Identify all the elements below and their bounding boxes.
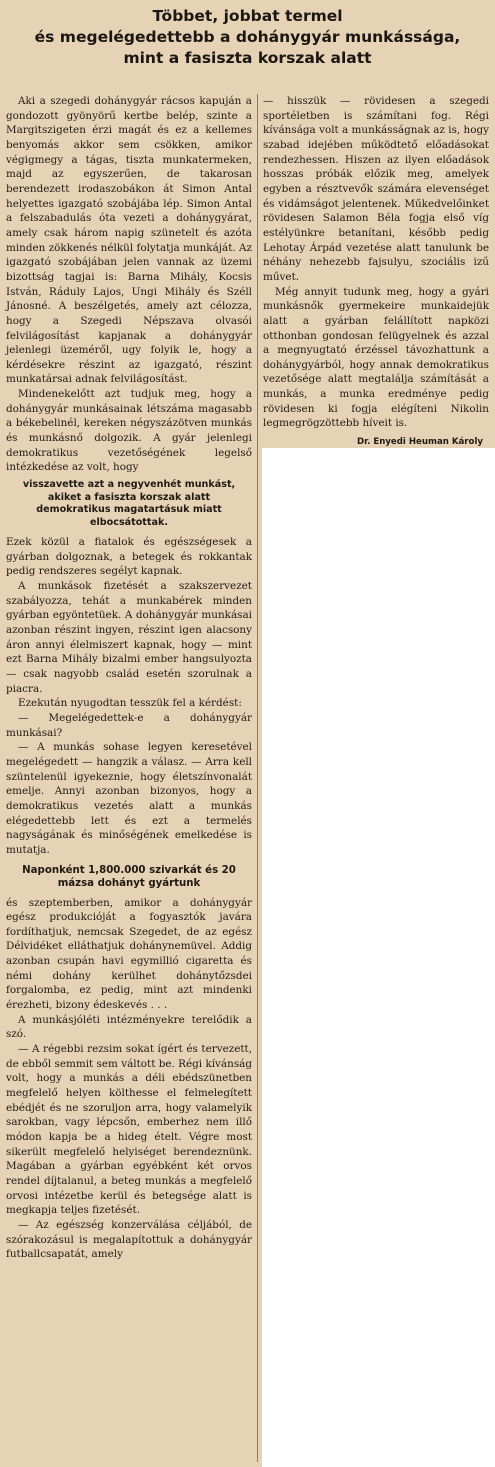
headline-line-2: és megelégedettebb a dohánygyár munkássága, [34, 28, 461, 46]
paragraph: — hisszük — rövidesen a szegedi sportéletben is számítani fog. Régi kívánsága volt a munkásságnak az is, hogy szabad idejében működtető előadásokat rendezhessen. Hiszen az ilyen előadások hosszas próbák előzik meg, amelyek egyben a résztvevők számára elevenséget és vidámságot jelentenek. Műkedvelőinket rövidesen Salamon Béla fogja első víg estélyünkre betanítani, később pedig Lehotay Árpád vezetése alatt tanulunk be néhány nehezebb fajsulyu, szociális izű művet. [263, 95, 489, 283]
paragraph: — Megelégedettek-e a dohánygyár munkásai? [6, 711, 252, 739]
paragraph: — A régebbi rezsim sokat ígért és tervezett, de ebből semmit sem váltott be. Régi kívánság volt, hogy a munkás a déli ebédszünetben megfelelő helyen költhesse el felmelegített ebédjét és ne szoruljon arra, hogy valamelyik sarokban, vagy lépcsőn, emberhez nem illő módon kapja be a hideg ételt. Végre most sikerült megfelelő helyiséget berendeznünk. Magában a gyárban egyébként két orvos rendel díjtalanul, a beteg munkás a megfelelő orvosi intézetbe kerül és betegsége alatt is megkapja teljes fizetését. [6, 1043, 252, 1217]
paragraph: Aki a szegedi dohánygyár rácsos kapuján a gondozott gyönyörű kertbe belép, szinte a Margitszigeten érzi magát és ez a kellemes benyomás akkor sem csökken, amikor végigmegy a tágas, tiszta munkatermeken, majd az egyszerűen, de takarosan berendezett irodaszobákon át Simon Antal helyettes igazgató szobájába lép. Simon Antal a felszabadulás óta vezeti a dohánygyárat, amely csak három napig szünetelt és azóta minden zökkenés nélkül folytatja munkáját. Az igazgató szobájában jelen vannak az üzemi bizottság tagjai is: Barna Mihály, Kocsis István, Ráduly Lajos, Ungi Mihály és Széll Jánosné. A beszélgetés, amely azt célozza, hogy a Szegedi Népszava olvasói felvilágosítást kapjanak a dohánygyár jelenlegi üzeméről, ugy folyik le, hogy a kérdésekre részint az igazgató, részint munkatársai adnak felvilágosítást. [6, 95, 252, 386]
paragraph: Mindenekelőtt azt tudjuk meg, hogy a dohánygyár munkásainak létszáma magasabb a békebelinél, kereken négyszázötven munkás és munkásnő dolgozik. A gyár jelenlegi demokratikus vezetőségének legelső intézkedése az volt, hogy [6, 388, 252, 474]
headline-line-1: Többet, jobbat termel [152, 7, 343, 25]
article-headline [6, 6, 489, 69]
subheading: visszavette azt a negyvenhét munkást, akiket a fasiszta korszak alatt demokratikus magatartásuk miatt elbocsátottak. [22, 479, 236, 528]
paragraph: Ezek közül a fiatalok és egészségesek a gyárban dolgoznak, a betegek és rokkantak pedig rendszeres segélyt kapnak. [6, 536, 252, 578]
paragraph: és szeptemberben, amikor a dohánygyár egész produkcióját a fogyasztók javára fordíthatjuk, nemcsak Szegedet, de az egész Délvidéket elláthatjuk dohánynemüvel. Addig azonban csupán havi egymillió cigaretta és némi dohány kerülhet dohánytőzsdei forgalomba, ez pedig, mint azt mindenki érezheti, bizony édeskevés . . . [6, 896, 252, 1012]
paragraph: Ezekután nyugodtan tesszük fel a kérdést: [18, 697, 242, 710]
left-column [6, 94, 252, 1262]
paragraph: Még annyit tudunk meg, hogy a gyári munkásnők gyermekeire munkaidejük alatt a gyárban felállított napközi otthonban gondosan felügyelnek és azzal a megnyugtató érzéssel távozhattunk a dohánygyárból, hogy annak demokratikus vezetősége alatt megtalálja számítását a munkás, a munka eredménye pedig rövidesen ki fogja elégíteni Nikolin legmegrögzöttebb híveit is. [263, 285, 489, 430]
headline-line-3: mint a fasiszta korszak alatt [123, 49, 372, 67]
subheading: Naponként 1,800.000 szivarkát és 20 mázsa dohányt gyártunk [22, 864, 236, 889]
right-column [263, 94, 489, 450]
paragraph: A munkásjóléti intézményekre terelődik a szó. [6, 1013, 252, 1041]
author-signature: Dr. Enyedi Heuman Károly [356, 437, 483, 448]
paragraph: A munkások fizetését a szakszervezet szabályozza, tehát a munkabérek minden gyárban egyöntetüek. A dohánygyár munkásai azonban részint ingyen, részint igen alacsony áron annyi élelmiszert kapnak, hogy — mint ezt Barna Mihály bizalmi ember hangsulyozta — csak nagyobb család esetén szorulnak a piacra. [6, 580, 252, 695]
column-divider [257, 94, 258, 1462]
paragraph: — Az egészség konzerválása céljából, de szórakozásul is megalapítottuk a dohánygyár futballcsapatát, amely [6, 1218, 252, 1261]
paragraph: — A munkás sohase legyen keresetével megelégedett — hangzik a válasz. — Arra kell szüntelenül igyekeznie, hogy életszínvonalát emelje. Annyi azonban bizonyos, hogy a demokratikus vezetés alatt a munkás elégedettebb lett és ezt a termelés nagyságának és minőségének emelkedése is mutatja. [6, 741, 252, 856]
